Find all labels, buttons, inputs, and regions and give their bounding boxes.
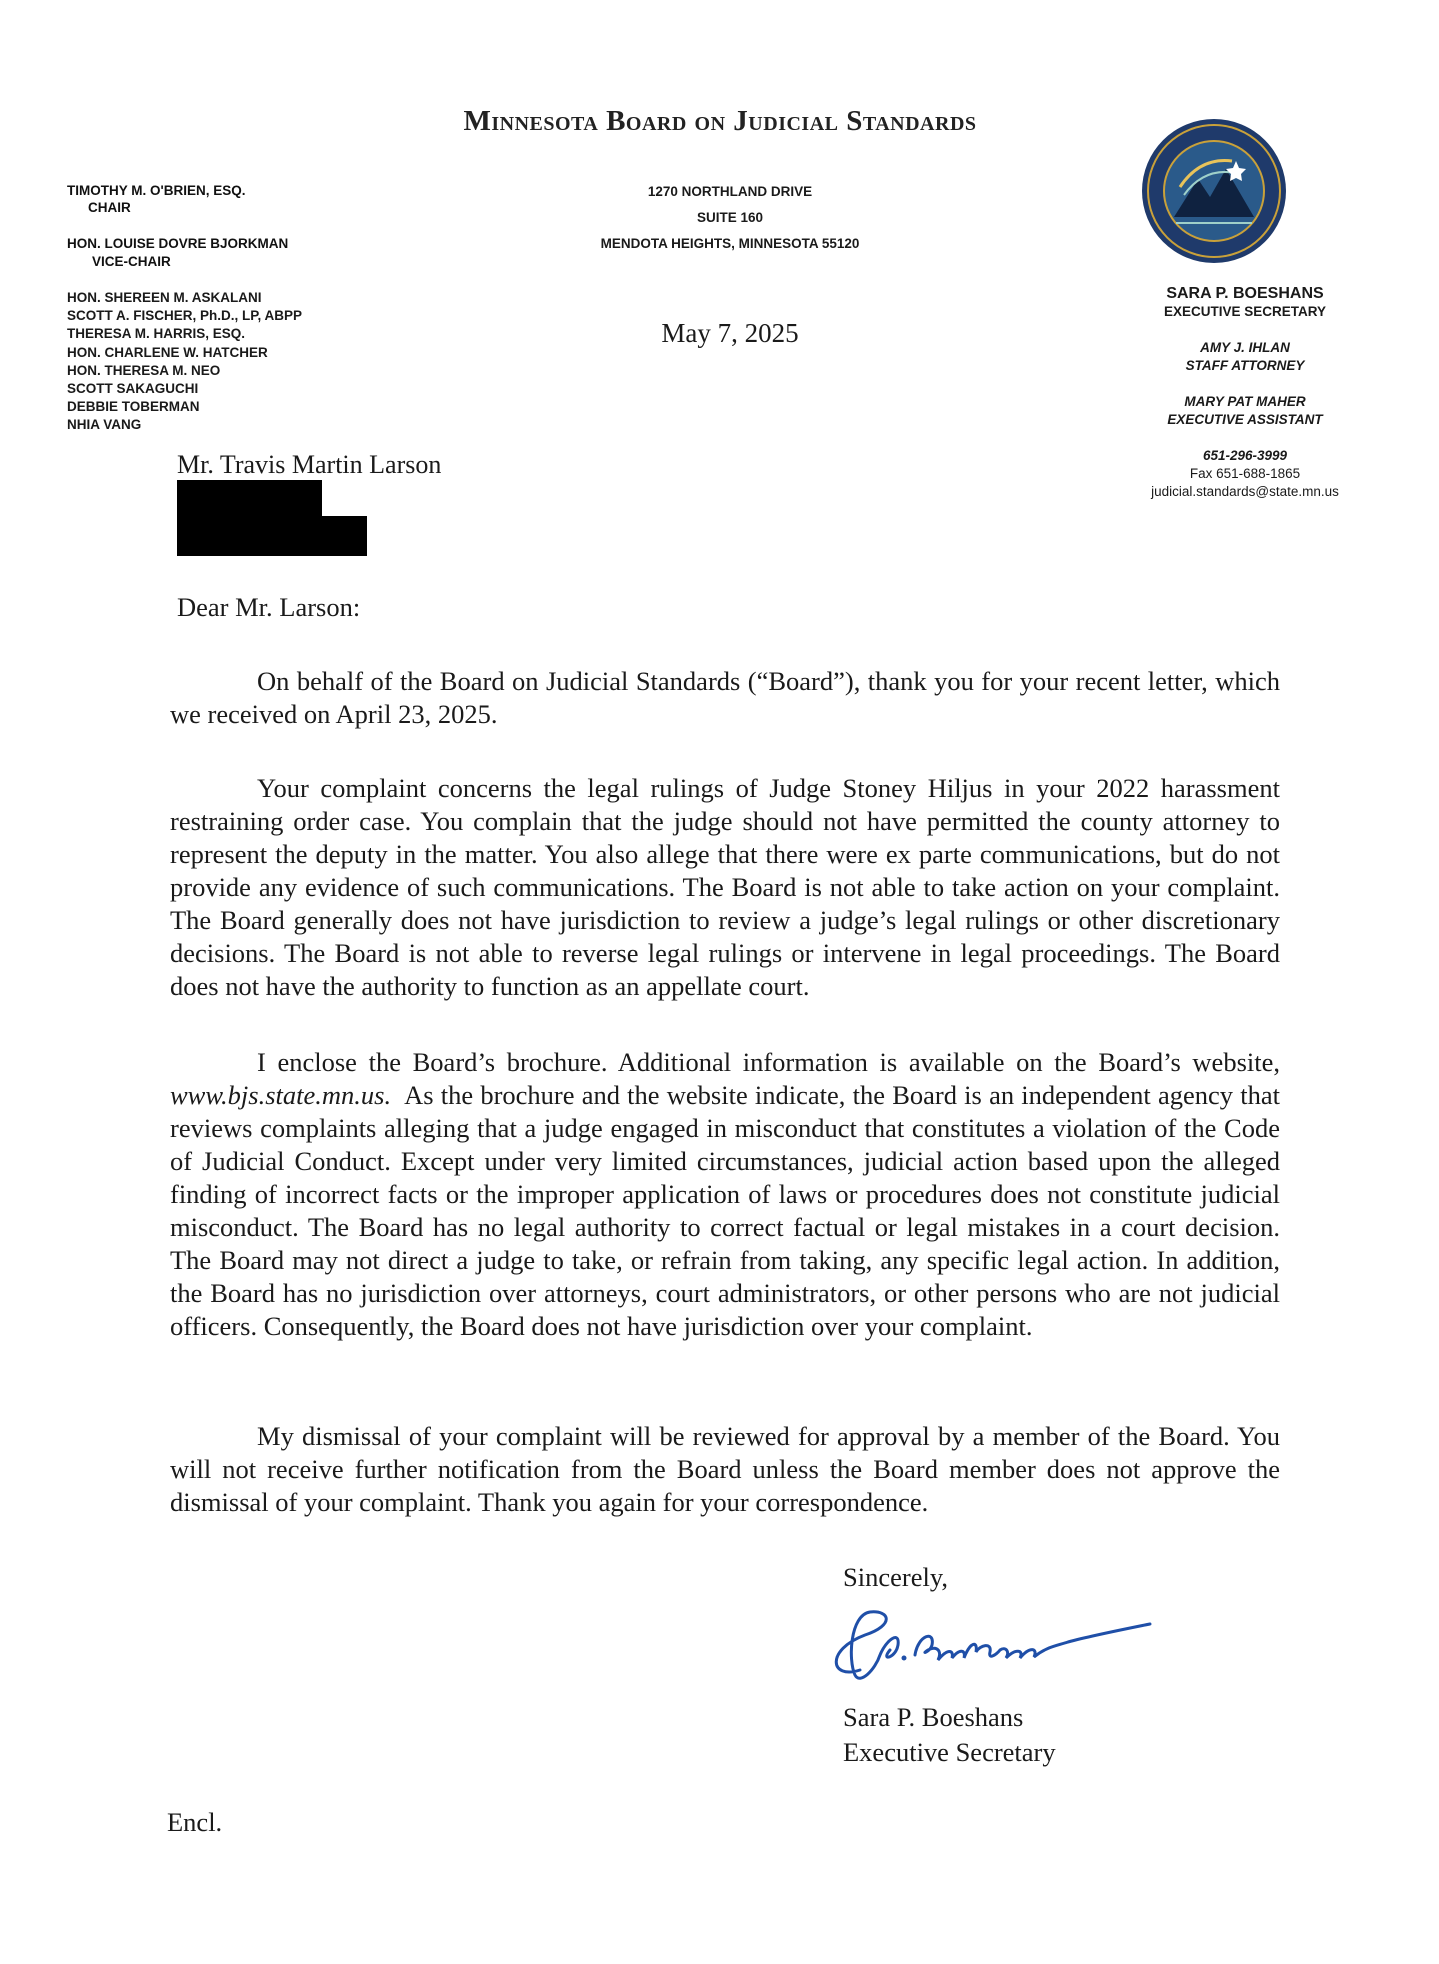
signer-title: Executive Secretary — [843, 1737, 1056, 1767]
staff-attorney-name: AMY J. IHLAN — [1200, 340, 1290, 355]
executive-assistant-role: EXECUTIVE ASSISTANT — [1167, 412, 1323, 427]
salutation: Dear Mr. Larson: — [177, 592, 361, 622]
address-line: SUITE 160 — [696, 210, 764, 225]
paragraph-3 — [170, 1046, 1280, 1343]
board-members-list — [67, 289, 302, 435]
board-title: Minnesota Board on Judicial Standards — [463, 105, 977, 137]
board-member: HON. SHEREEN M. ASKALANI — [67, 290, 262, 305]
board-member: SCOTT SAKAGUCHI — [67, 381, 199, 397]
vice-chair-role: VICE-CHAIR — [92, 254, 171, 269]
recipient-name: Mr. Travis Martin Larson — [177, 450, 442, 479]
staff-attorney-role: STAFF ATTORNEY — [1185, 358, 1305, 373]
handwritten-signature — [820, 1600, 1170, 1690]
paragraph-1: On behalf of the Board on Judicial Standards (“Board”), thank you for your recent letter, which we received on April 23, 2025. — [170, 666, 1280, 729]
executive-secretary-role: EXECUTIVE SECRETARY — [1163, 304, 1327, 319]
closing: Sincerely, — [843, 1562, 948, 1592]
letter-date: May 7, 2025 — [661, 318, 799, 348]
paragraph-3-rest: As the brochure and the website indicate, the Board is an independent agency that reviews complaints alleging that a judge engaged in misconduct that constitutes a violation of the Code of Judicial Conduct. Except under very limited circumstances, judicial action based upon the alleged finding of incorrect facts or the improper application of laws or procedures does not constitute judicial misconduct. The Board has no legal authority to correct factual or legal mistakes in a court decision. The Board may not direct a judge to take, or refrain from taking, any specific legal action. In addition, the Board has no jurisdiction over attorneys, court administrators, or other persons who are not judicial officers. Consequently, the Board does not have jurisdiction over your complaint. — [170, 1080, 1280, 1341]
chair-name: TIMOTHY M. O'BRIEN, ESQ. — [67, 183, 246, 198]
staff-directory — [1070, 285, 1420, 501]
board-member: THERESA M. HARRIS, ESQ. — [67, 326, 246, 342]
website-url: www.bjs.state.mn.us. — [170, 1080, 392, 1110]
enclosure-note: Encl. — [167, 1807, 223, 1837]
address-line: 1270 NORTHLAND DRIVE — [647, 184, 813, 199]
board-member: HON. CHARLENE W. HATCHER — [67, 344, 268, 360]
redaction-bar — [177, 516, 367, 556]
redacted-address-block — [177, 480, 367, 556]
address-line: MENDOTA HEIGHTS, MINNESOTA 55120 — [600, 236, 860, 251]
chair-role: CHAIR — [88, 200, 131, 215]
paragraph-3-start: I enclose the Board’s brochure. Additional information is available on the Board’s website, — [257, 1047, 1280, 1077]
office-address — [540, 179, 920, 257]
board-member: DEBBIE TOBERMAN — [67, 399, 200, 415]
signer-name: Sara P. Boeshans — [843, 1702, 1024, 1732]
board-member: SCOTT A. FISCHER, Ph.D., LP, ABPP — [67, 308, 303, 324]
board-member: NHIA VANG — [67, 417, 142, 433]
redaction-bar — [177, 480, 322, 518]
paragraph-4: My dismissal of your complaint will be reviewed for approval by a member of the Board. You will not receive further notification from the Board unless the Board member does not approve the dismissal of your complaint. Thank you again for your correspondence. — [170, 1421, 1280, 1517]
phone-number: 651-296-3999 — [1202, 448, 1288, 463]
board-seal-icon — [1140, 117, 1288, 265]
email-address: judicial.standards@state.mn.us — [1151, 484, 1339, 499]
executive-assistant-name: MARY PAT MAHER — [1184, 394, 1306, 409]
executive-secretary-name: SARA P. BOESHANS — [1166, 285, 1324, 302]
paragraph-2: Your complaint concerns the legal rulings of Judge Stoney Hiljus in your 2022 harassment restraining order case. You complain that the judge should not have permitted the county attorney to represent the deputy in the matter. You also allege that there were ex parte communications, but do not provide any evidence of such communications. The Board is not able to take action on your complaint. The Board generally does not have jurisdiction to review a judge’s legal rulings or other discretionary decisions. The Board is not able to reverse legal rulings or intervene in legal proceedings. The Board does not have the authority to function as an appellate court. — [170, 773, 1280, 1001]
fax-number: Fax 651-688-1865 — [1189, 466, 1301, 481]
board-member: HON. THERESA M. NEO — [67, 362, 221, 378]
vice-chair-name: HON. LOUISE DOVRE BJORKMAN — [67, 236, 289, 251]
